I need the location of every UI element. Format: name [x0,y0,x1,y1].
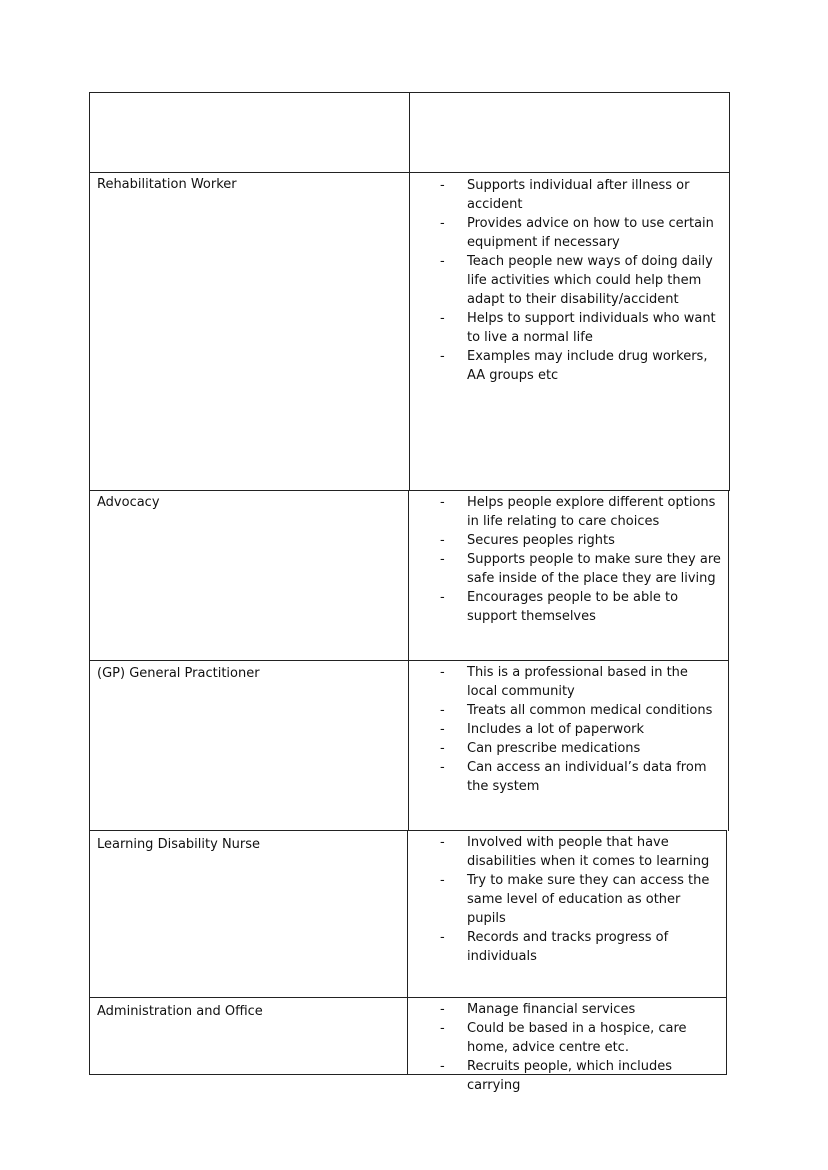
table-border-right [728,490,729,831]
list-item: - Could be based in a hospice, care home, advice centre etc. [440,1021,687,1055]
bullet-dash: - [440,178,445,193]
bullet-dash: - [440,835,445,850]
column-divider [408,490,409,831]
bullet-dash: - [440,1021,445,1036]
row-divider [89,997,727,998]
list-item: - Can access an individual’s data from the system [440,760,707,794]
list-item: - Manage financial services [440,1002,636,1017]
list-item: - Try to make sure they can access the same level of education as other pupils [440,873,710,926]
list-item: - Records and tracks progress of individuals [440,930,669,964]
list-item: - Can prescribe medications [440,741,641,756]
bullet-dash: - [440,741,445,756]
role-description-list [440,176,722,385]
bullet-dash: - [440,665,445,680]
list-item: - Treats all common medical conditions [440,703,713,718]
role-description-list [440,663,722,796]
table-border-right [726,830,727,1075]
bullet-dash: - [440,873,445,888]
list-item: - Recruits people, which includes carrying [440,1059,672,1093]
list-item: - Encourages people to be able to support themselves [440,590,679,624]
bullet-dash: - [440,1002,445,1017]
bullet-dash: - [440,311,445,326]
bullet-dash: - [440,722,445,737]
list-item: - Provides advice on how to use certain equipment if necessary [440,216,714,250]
bullet-dash: - [440,495,445,510]
role-description-list [440,493,722,626]
bullet-dash: - [440,590,445,605]
list-item: - Includes a lot of paperwork [440,722,645,737]
role-description-list [440,1000,722,1095]
list-item: - Helps people explore different options in life relating to care choices [440,495,716,529]
bullet-dash: - [440,930,445,945]
list-item: - Teach people new ways of doing daily life activities which could help them adapt to their disability/accident [440,254,713,307]
bullet-dash: - [440,760,445,775]
bullet-dash: - [440,349,445,364]
role-label: Rehabilitation Worker [97,177,237,192]
role-label: (GP) General Practitioner [97,666,260,681]
bullet-dash: - [440,533,445,548]
bullet-dash: - [440,1059,445,1074]
role-label: Advocacy [97,495,160,510]
list-item: - Involved with people that have disabilities when it comes to learning [440,835,710,869]
role-label: Administration and Office [97,1004,263,1019]
role-description-list [440,833,722,966]
list-item: - This is a professional based in the local community [440,665,688,699]
column-divider [409,92,410,491]
column-divider [407,830,408,1075]
bullet-dash: - [440,216,445,231]
list-item: - Helps to support individuals who want to live a normal life [440,311,716,345]
table-border-right [729,92,730,491]
bullet-dash: - [440,703,445,718]
table-border-left [89,92,90,1075]
bullet-dash: - [440,552,445,567]
role-label: Learning Disability Nurse [97,837,261,852]
list-item: - Secures peoples rights [440,533,615,548]
list-item: - Supports individual after illness or accident [440,178,690,212]
list-item: - Examples may include drug workers, AA groups etc [440,349,708,383]
bullet-dash: - [440,254,445,269]
list-item: - Supports people to make sure they are safe inside of the place they are living [440,552,721,586]
